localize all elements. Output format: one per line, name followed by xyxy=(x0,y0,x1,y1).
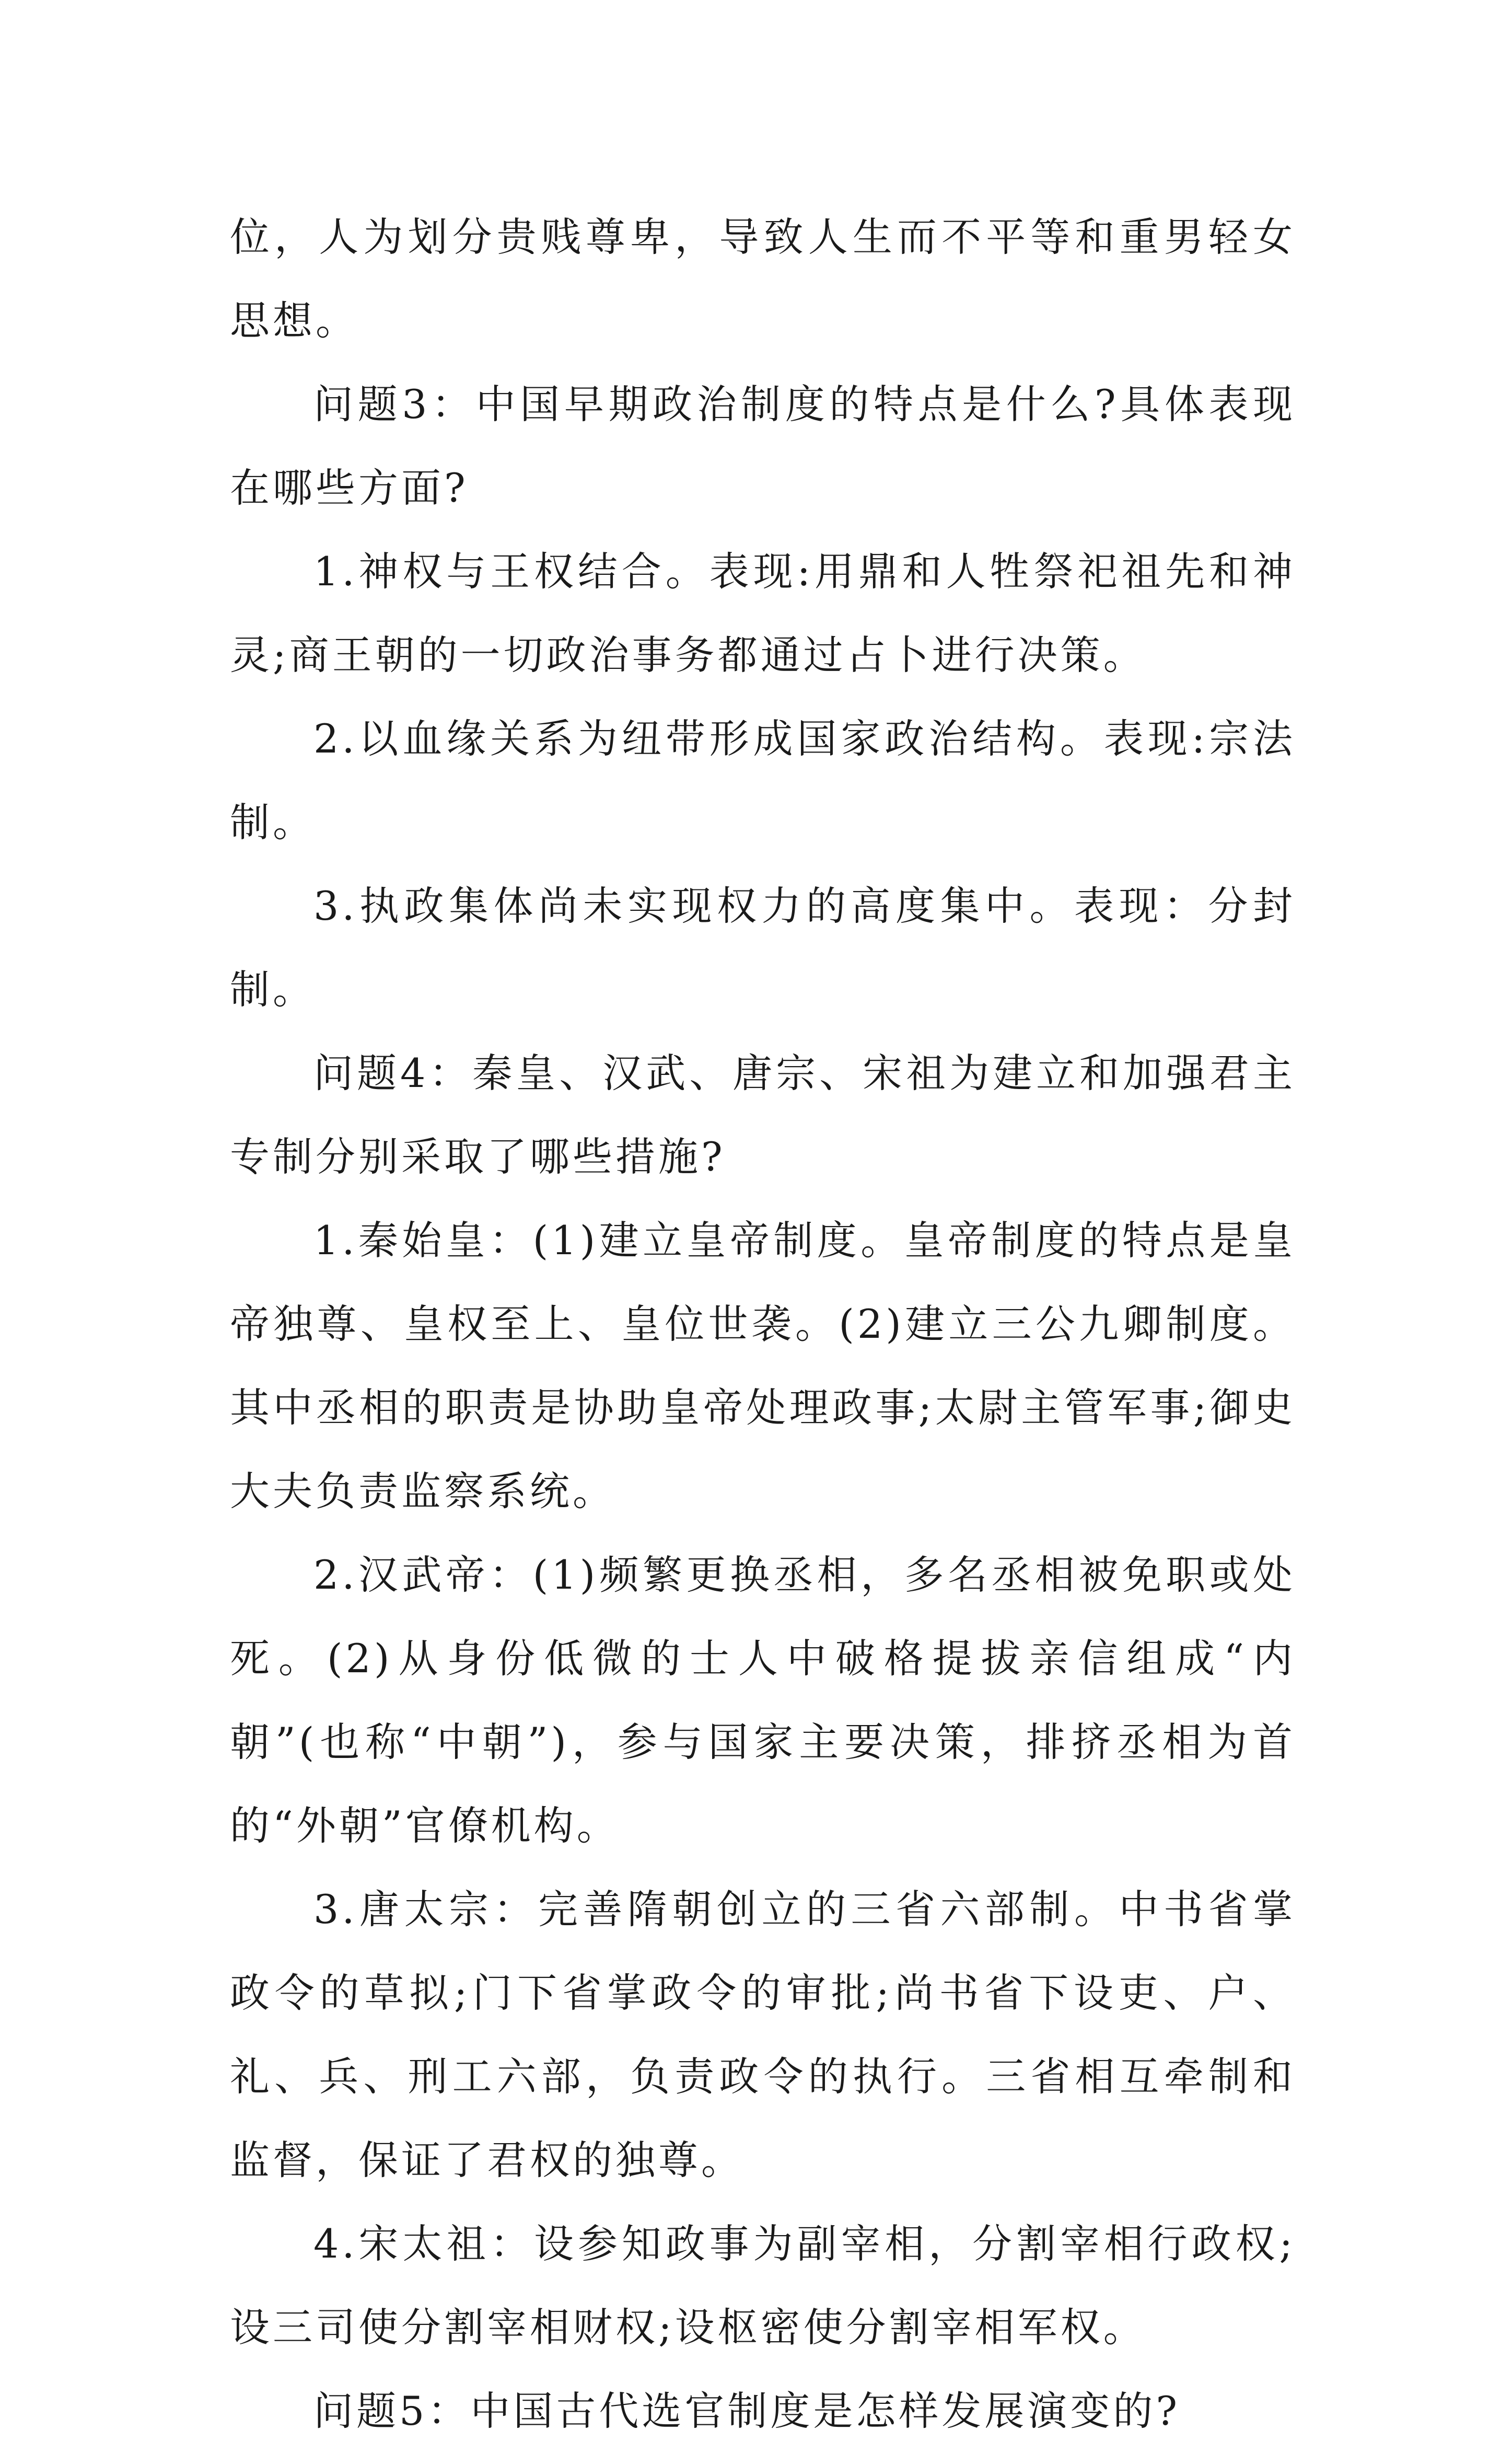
paragraph: 1.秦始皇：(1)建立皇帝制度。皇帝制度的特点是皇帝独尊、皇权至上、皇位世袭。(2)建立三公九卿制度。其中丞相的职责是协助皇帝处理政事;太尉主管军事;御史大夫负责监察系统。 xyxy=(230,1217,1296,1514)
paragraph: 4.宋太祖：设参知政事为副宰相，分割宰相行政权;设三司使分割宰相财权;设枢密使分割宰相军权。 xyxy=(230,2220,1296,2351)
question-heading: 问题5：中国古代选官制度是怎样发展演变的? xyxy=(313,2388,1181,2434)
paragraph: 3.唐太宗：完善隋朝创立的三省六部制。中书省掌政令的草拟;门下省掌政令的审批;尚书省下设吏、户、礼、兵、刑工六部，负责政令的执行。三省相互牵制和监督，保证了君权的独尊。 xyxy=(230,1886,1296,2183)
question-heading: 问题3：中国早期政治制度的特点是什么?具体表现在哪些方面? xyxy=(230,381,1296,511)
paragraph: 1.神权与王权结合。表现:用鼎和人牲祭祀祖先和神灵;商王朝的一切政治事务都通过占卜进行决策。 xyxy=(230,548,1296,678)
paragraph: 2.汉武帝：(1)频繁更换丞相，多名丞相被免职或处死。(2)从身份低微的士人中破格提拔亲信组成“内朝”(也称“中朝”)，参与国家主要决策，排挤丞相为首的“外朝”官僚机构。 xyxy=(230,1552,1296,1849)
paragraph: 3.执政集体尚未实现权力的高度集中。表现：分封制。 xyxy=(230,883,1296,1013)
body-text xyxy=(230,195,1296,2453)
question-heading: 问题4：秦皇、汉武、唐宗、宋祖为建立和加强君主专制分别采取了哪些措施? xyxy=(230,1050,1296,1180)
paragraph: 2.以血缘关系为纽带形成国家政治结构。表现:宗法制。 xyxy=(230,715,1296,846)
paragraph: 位，人为划分贵贱尊卑，导致人生而不平等和重男轻女思想。 xyxy=(230,214,1296,344)
